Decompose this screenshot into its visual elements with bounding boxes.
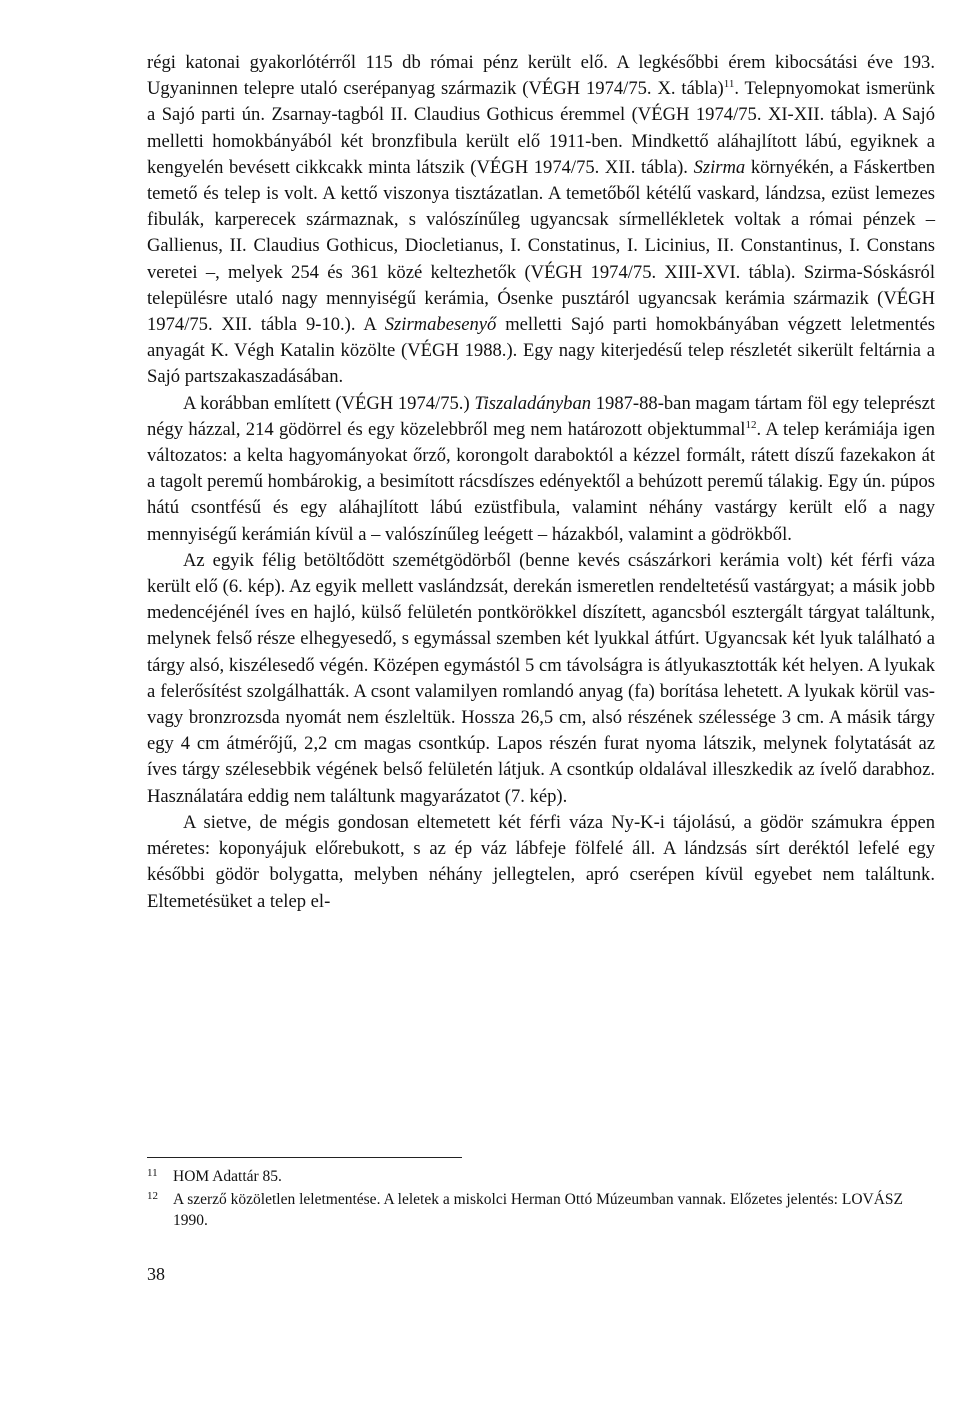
paragraph xyxy=(147,548,935,810)
footnote-reference: 12 xyxy=(745,418,757,431)
paragraph xyxy=(147,391,935,548)
paragraph xyxy=(147,50,935,391)
italic-place-name: Szirma xyxy=(693,156,746,178)
footnote-text: HOM Adattár 85. xyxy=(173,1168,282,1185)
footnote-mark: 12 xyxy=(147,1190,158,1202)
footnote xyxy=(147,1189,935,1231)
text-run: A sietve, de mégis gondosan eltemetett két férfi váza Ny-K-i tájolású, a gödör számukra éppen méretes: koponyájuk előrebukott, s az ép váz lábfeje fölfelé áll. A lándzsás sírt deréktól lefelé egy későbbi gödör bolygatta, melyben néhány jellegtelen, apró cserépen kívül egyebet nem találtunk. Eltemetésüket a telep el- xyxy=(147,811,935,912)
text-run: . Telepnyomokat ismerünk a Sajó parti ún. Zsarnay-tagból II. Claudius Gothicus éremmel (VÉGH 1974/75. XI-XII. tábla). A Sajó melletti homokbányából két bronzfibula került elő 1911-ben. Mindkettő aláhajlított lábú, egyiknek a kengyelén bevésett cikkcakk minta látszik (VÉGH 1974/75. XII. tábla). xyxy=(147,78,936,178)
footnote-text: A szerző közöletlen leletmentése. A leletek a miskolci Herman Ottó Múzeumban vannak. Előzetes jelentés: LOVÁSZ 1990. xyxy=(173,1191,903,1229)
text-run: 1987-88-ban magam tártam föl egy teleprészt négy házzal, 214 gödörrel és egy közelebbről meg nem határozott objektummal xyxy=(147,392,935,440)
main-text xyxy=(147,50,935,915)
footnote-reference: 11 xyxy=(723,78,735,91)
page-number: 38 xyxy=(147,1264,165,1284)
text-run: környékén, a Fáskertben temető és telep is volt. A kettő viszonya tisztázatlan. A temetőből kétélű vaskard, lándzsa, ezüst lemezes fibulák, karperecek származnak, s valószínűleg ugyancsak sírmellékletek voltak a római pénzek – Gallienus, II. Claudius Gothicus, Diocletianus, I. Constatinus, I. Licinius, II. Constantinus, I. Constans veretei –, melyek 254 és 361 közé keltezhetők (VÉGH 1974/75. XIII-XVI. tábla). Szirma-Sóskásról településre utaló nagy mennyiségű kerámia, Ósenke pusztáról ugyancsak kerámia származik (VÉGH 1974/75. XII. tábla 9-10.). A xyxy=(147,156,935,336)
text-run: Az egyik félig betöltődött szemétgödörből (benne kevés császárkori kerámia volt) két férfi váza került elő (6. kép). Az egyik mellett vaslándzsát, derekán ismeretlen rendeltetésű vastárgyat; a másik jobb medencéjénél íves en hajló, külső felületén pontkörökkel díszített, agancsból esztergált tárgyat találtunk, melynek felső része elhegyesedő, s egymással szemben két lyukkal átfúrt. Ugyancsak két lyuk található a tárgy alsó, kiszélesedő végén. Középen egymástól 5 cm távolságra is átlyukasztották két helyen. A lyukak a felerősítést szolgálhatták. A csont valamilyen romlandó anyag (fa) borítása lehetett. A lyukak körül vas- vagy bronzrozsda nyomát nem észleltük. Hossza 26,5 cm, alsó részének szélessége 3 cm. A másik tárgy egy 4 cm átmérőjű, 2,2 cm magas csontkúp. Lapos részén furat nyoma látszik, melynek folytatását az íves tárgy szélesebbik végének belső felületén látjuk. A csontkúp oldalával illeszkedik az ívelő darabhoz. Használatára eddig nem találtunk magyarázatot (7. kép). xyxy=(147,549,935,807)
footnote-mark: 11 xyxy=(147,1167,158,1179)
text-run: . A telep kerámiája igen változatos: a kelta hagyományokat őrző, korongolt daraboktól a kézzel formált, rátett díszű fazekakon át a tagolt peremű hombárokig, a besimított rácsdíszes edényektől a behúzott peremű tálakig. Egy ún. púpos hátú csontfésű és egy aláhajlított lábú ezüstfibula, valamint néhány vastárgy került elő a nagy mennyiségű kerámián kívül a – valószínűleg leégett – házakból, valamint a gödrökből. xyxy=(147,418,936,545)
footnote-separator xyxy=(147,1157,462,1158)
paragraph xyxy=(147,810,935,915)
italic-place-name: Tiszaladányban xyxy=(474,392,592,414)
footnotes xyxy=(147,1166,935,1233)
footnote xyxy=(147,1166,935,1187)
text-run: melletti Sajó parti homokbányában végzett leletmentés anyagát K. Végh Katalin közölte (VÉGH 1988.). Egy nagy kiterjedésű telep részletét sikerült feltárnia a Sajó partszakaszadásában. xyxy=(147,314,935,388)
text-run: A korábban említett (VÉGH 1974/75.) xyxy=(183,392,475,414)
italic-place-name: Szirmabesenyő xyxy=(384,314,497,336)
text-run: régi katonai gyakorlótérről 115 db római pénz került elő. A legkésőbbi érem kibocsátási éve 193. Ugyaninnen telepre utaló cserépanyag származik (VÉGH 1974/75. X. tábla) xyxy=(147,52,935,100)
